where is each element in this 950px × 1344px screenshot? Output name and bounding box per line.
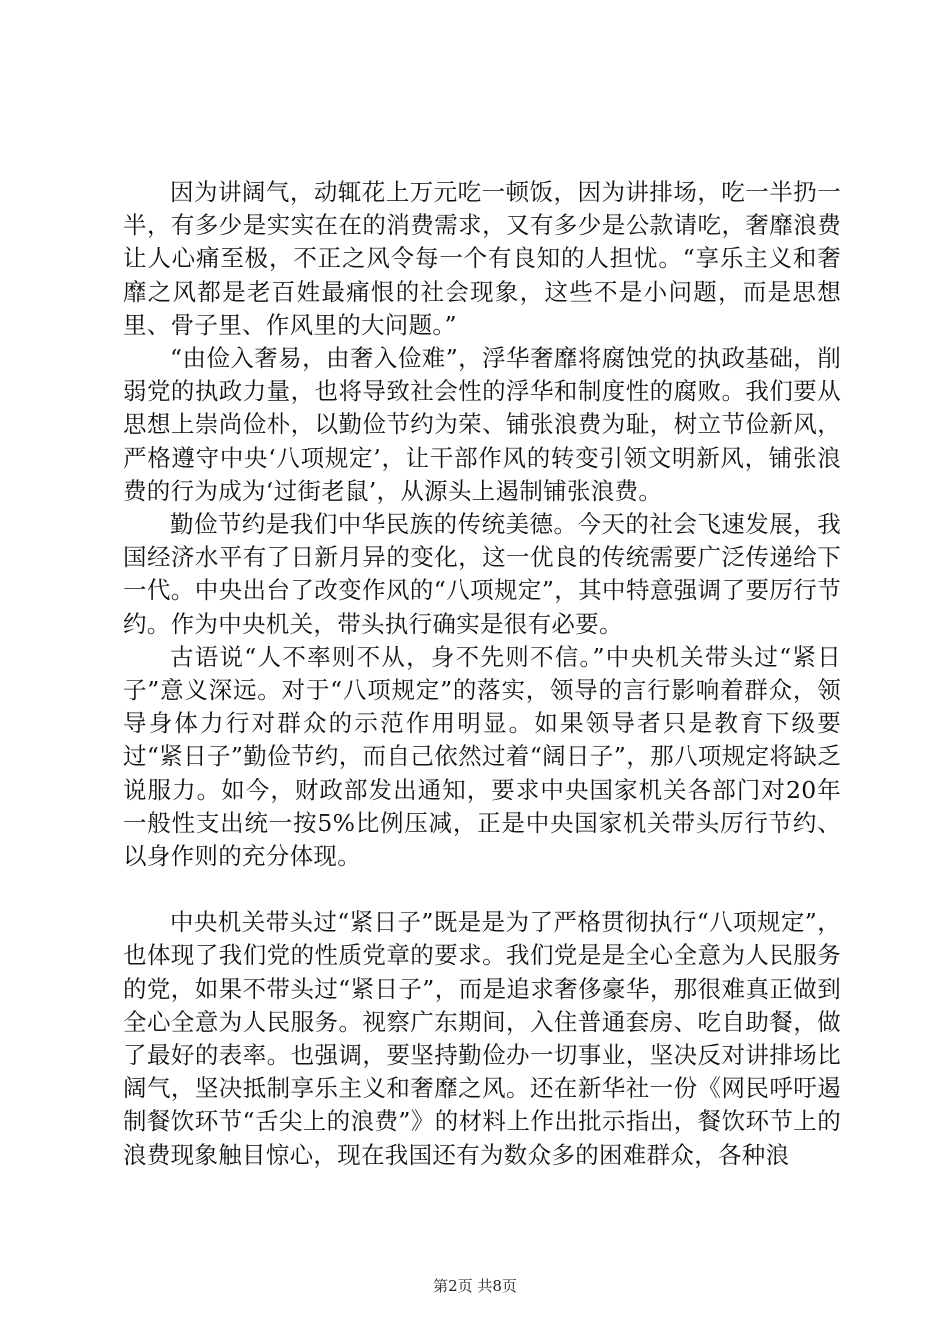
document-body	[123, 176, 841, 1172]
paragraph: 中央机关带头过“紧日子”既是是为了严格贯彻执行“八项规定”，也体现了我们党的性质党章的要求。我们党是是全心全意为人民服务的党，如果不带头过“紧日子”，而是追求奢侈豪华，那很难真正做到全心全意为人民服务。视察广东期间，入住普通套房、吃自助餐，做了最好的表率。也强调，要坚持勤俭办一切事业，坚决反对讲排场比阔气，坚决抵制享乐主义和奢靡之风。还在新华社一份《网民呼吁遏制餐饮环节“舌尖上的浪费”》的材料上作出批示指出，餐饮环节上的浪费现象触目惊心，现在我国还有为数众多的困难群众，各种浪	[123, 908, 841, 1169]
paragraph: “由俭入奢易，由奢入俭难”，浮华奢靡将腐蚀党的执政基础，削弱党的执政力量，也将导致社会性的浮华和制度性的腐败。我们要从思想上崇尚俭朴，以勤俭节约为荣、铺张浪费为耻，树立节俭新风，严格遵守中央‘八项规定’，让干部作风的转变引领文明新风，铺张浪费的行为成为‘过街老鼠’，从源头上遏制铺张浪费。	[123, 344, 841, 505]
page-number-footer: 第2页 共8页	[433, 1277, 517, 1295]
paragraph: 勤俭节约是我们中华民族的传统美德。今天的社会飞速发展，我国经济水平有了日新月异的变化，这一优良的传统需要广泛传递给下一代。中央出台了改变作风的“八项规定”，其中特意强调了要厉行节约。作为中央机关，带头执行确实是很有必要。	[123, 510, 841, 638]
paragraph: 古语说“人不率则不从，身不先则不信。”中央机关带头过“紧日子”意义深远。对于“八项规定”的落实，领导的言行影响着群众，领导身体力行对群众的示范作用明显。如果领导者只是教育下级要过“紧日子”勤俭节约，而自己依然过着“阔日子”，那八项规定将缺乏说服力。如今，财政部发出通知，要求中央国家机关各部门对20年一般性支出统一按5%比例压减，正是中央国家机关带头厉行节约、以身作则的充分体现。	[123, 642, 841, 871]
paragraph: 因为讲阔气，动辄花上万元吃一顿饭，因为讲排场，吃一半扔一半，有多少是实实在在的消费需求，又有多少是公款请吃，奢靡浪费让人心痛至极，不正之风令每一个有良知的人担忧。“享乐主义和奢靡之风都是老百姓最痛恨的社会现象，这些不是小问题，而是思想里、骨子里、作风里的大问题。”	[123, 178, 841, 339]
